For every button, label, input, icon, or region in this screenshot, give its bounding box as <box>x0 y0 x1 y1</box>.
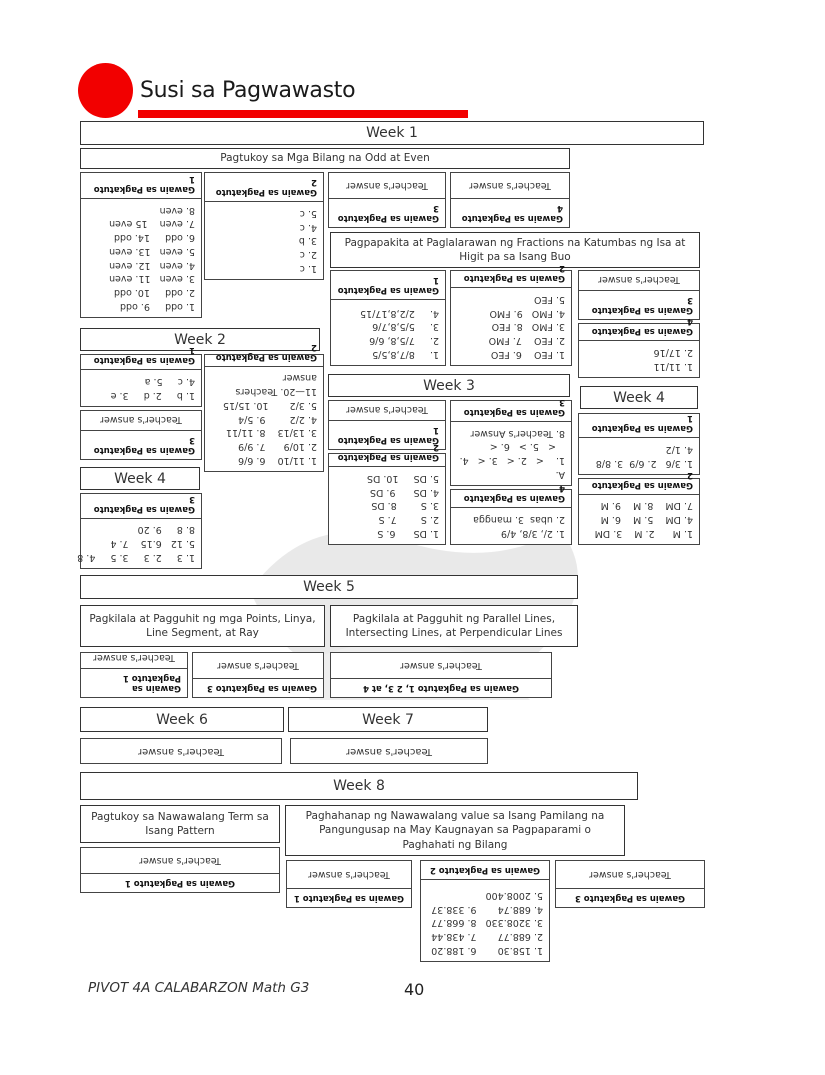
w5-g124-heading: Gawain sa Pagkatuto 1, 2 3, at 4 <box>331 678 551 697</box>
w1-g1-answers: 1. odd 9. odd 2. odd 10. odd 3. even 11. even 4. even 12. even 5. even 13. even 6. odd 14. odd 7. even 15 even 8. even <box>109 204 195 312</box>
w1-answer-box-gawain-3 <box>328 172 446 228</box>
page-title: Susi sa Pagwawasto <box>140 78 356 103</box>
w1-answer-box-fractions-gawain-1 <box>330 270 446 366</box>
w1-answer-box-gawain-2 <box>204 172 324 280</box>
week-6-header <box>80 707 284 732</box>
w3-answer-box-gawain-2 <box>328 442 446 545</box>
w3-g1-heading: Gawain sa Pagkatuto 1 <box>329 420 445 449</box>
w1b-g3-heading: Gawain sa Pagkatuto 3 <box>579 290 699 319</box>
w5-answer-box-gawain-1 <box>80 652 188 698</box>
w5-g124-answers: Teacher's answer <box>400 660 482 672</box>
w1-g3-answers: Teacher's answer <box>346 180 428 192</box>
week-8-topic-2 <box>285 805 625 856</box>
w3-g2-answers: 1. DS 6. S 2. S 7. S 3. S 8. DS 4. DS 9. DS 5. DS 10. DS <box>366 472 439 539</box>
page-number: 40 <box>404 980 425 999</box>
w5-g3-answers: Teacher's answer <box>217 660 299 672</box>
w7-answer-box <box>290 738 488 764</box>
w6-answer-box <box>80 738 282 764</box>
w5-g1-heading: Gawain sa Pagkatuto 1 <box>81 668 187 697</box>
w1-answer-box-fractions-gawain-2 <box>450 263 572 366</box>
w1-g2-heading: Gawain sa Pagkatuto 2 <box>205 173 323 202</box>
w2-g1-heading: Gawain sa Pagkatuto 1 <box>81 341 201 370</box>
w3-g3-heading: Gawain sa Pagkatuto 3 <box>451 393 571 422</box>
week-1-header <box>80 121 704 145</box>
w8-g3-heading: Gawain sa Pagkatuto 3 <box>556 888 704 907</box>
week-1-topic-2-text: Pagpapakita at Paglalarawan ng Fractions na Katumbas ng Isa at Higit pa sa Isang Buo <box>344 236 686 263</box>
w1b-g4-answers: 1. 11/11 2. 17/16 <box>653 347 693 372</box>
w8-g3-answers: Teacher's answer <box>589 869 671 881</box>
week-4-label-right: Week 4 <box>613 389 665 406</box>
w4b-g2-heading: Gawain sa Pagkatuto 2 <box>579 466 699 495</box>
w8-g2-answers: 1. 158.30 6. 188.20 2. 688.77 7. 438.44 3. 3208.330 8. 668.77 4. 688.74 9. 338.37 5. 2008.400 <box>431 889 543 956</box>
w1b-g1-heading: Gawain sa Pagkatuto 1 <box>331 271 445 300</box>
week-5-topic-1 <box>80 605 325 647</box>
w5-g3-heading: Gawain sa Pagkatuto 3 <box>193 678 323 697</box>
week-7-header <box>288 707 488 732</box>
w1b-g1-answers: 1. 8/7,8,5/5 2. 7/5,8, 6/6 3. 5/5,8,7/6 4. 2/2,8,17/15 <box>360 307 439 360</box>
w1b-g2-heading: Gawain sa Pagkatuto 2 <box>451 259 571 288</box>
w1b-g3-answers: Teacher's answer <box>598 274 680 285</box>
w3-answer-box-gawain-3 <box>450 396 572 486</box>
w7-answers: Teacher's answer <box>345 746 433 758</box>
w3-g3-answers: A. 1. < 2. < 3. < 4. < 5. > 6. < 8. Teacher's Answer <box>459 427 565 480</box>
w8-answer-box-gawain-2 <box>420 860 550 962</box>
w3-g4-heading: Gawain sa Pagkatuto 4 <box>451 479 571 508</box>
w1-answer-box-gawain-4 <box>450 172 570 228</box>
week-4-label-left: Week 4 <box>114 470 166 487</box>
w3-answer-box-gawain-4 <box>450 483 572 545</box>
w1b-g2-answers: 1. FEO 6. FEO 2. FEO 7. FMO 3. FMO 8. FEO 4. FMO 9. FMO 5. FEO <box>488 293 565 360</box>
week-5-label: Week 5 <box>303 579 355 595</box>
w1-answer-box-fractions-gawain-4 <box>578 316 700 378</box>
w8-answer-box-pattern-gawain-1 <box>80 847 280 893</box>
w2-g3-heading: Gawain sa Pagkatuto 3 <box>81 430 201 459</box>
week-5-topic-2 <box>330 605 578 647</box>
week-7-label: Week 7 <box>362 711 414 728</box>
w4-answer-box-gawain-3 <box>77 493 202 569</box>
week-5-header <box>80 575 578 599</box>
week-8-header <box>80 772 638 800</box>
w1b-g4-heading: Gawain sa Pagkatuto 4 <box>579 312 699 341</box>
w1-g1-heading: Gawain sa Pagkatuto 1 <box>81 170 201 199</box>
w4b-g1-heading: Gawain sa Pagkatuto 1 <box>579 409 699 438</box>
w8-answer-box-gawain-1 <box>286 860 412 908</box>
w1-g4-answers: Teacher's answer <box>469 180 551 192</box>
w8-g2-heading: Gawain sa Pagkatuto 2 <box>421 861 549 880</box>
title-underline-bar <box>138 110 468 118</box>
w6-answers: Teacher's answer <box>137 746 225 758</box>
week-2-label: Week 2 <box>174 331 226 348</box>
w4b-g1-answers: 1. 3/6 2. 6/9 3. 8/8 4. 1/2 <box>595 444 693 469</box>
w2-answer-box-gawain-3 <box>80 410 202 460</box>
w2-g2-answers: 1. 11/10 6. 6/6 2. 10/9 7. 9/9 3. 13/13 8. 11/11 4. 2/2 9. 5/4 5. 3/2 10. 15/15 11—20. Teachers answer <box>222 372 317 466</box>
week-3-label: Week 3 <box>423 377 475 394</box>
w8b-g1-answers: Teacher's answer <box>308 869 390 881</box>
week-6-label: Week 6 <box>156 711 208 728</box>
week-1-topic-1-text: Pagtukoy sa Mga Bilang na Odd at Even <box>220 152 430 165</box>
week-5-topic-2-text: Pagkilala at Pagguhit ng Parallel Lines, Intersecting Lines, at Perpendicular Lines <box>345 612 563 639</box>
w1-g2-answers: 1. c 2. c 3. b 4. c 5. c <box>298 207 317 274</box>
w5-answer-box-gawain-3 <box>192 652 324 698</box>
w1-answer-box-gawain-1 <box>80 172 202 318</box>
w5-g1-answers: Teacher's answer <box>93 652 175 663</box>
w1-g3-heading: Gawain sa Pagkatuto 3 <box>329 198 445 227</box>
week-1-label: Week 1 <box>366 125 418 141</box>
w4-g3-answers: 1. 3 2. 3 3. 5 4. 8 5. 12 6.15 7. 4 8. 8 9. 20 <box>77 524 195 563</box>
week-1-topic-1 <box>80 148 570 169</box>
w4b-g2-answers: 1. M 2. M 3. DM 4. DM 5. M 6. M 7. DM 8. M 9. M <box>594 500 693 539</box>
w8-answer-box-gawain-3 <box>555 860 705 908</box>
footer-title: PIVOT 4A CALABARZON Math G3 <box>88 980 310 996</box>
w2-g2-heading: Gawain sa Pagkatuto 2 <box>205 338 323 367</box>
w2-g3-answers: Teacher's answer <box>100 414 182 425</box>
w2-answer-box-gawain-1 <box>80 345 202 407</box>
week-5-topic-1-text: Pagkilala at Pagguhit ng mga Points, Linya, Line Segment, at Ray <box>89 612 316 639</box>
w4b-answer-box-gawain-2 <box>578 469 700 545</box>
header-red-circle <box>78 63 133 118</box>
week-8-topic-2-text: Paghahanap ng Nawawalang value sa Isang Pamilang na Pangungusap na May Kaugnayan sa Pagpaparami o Paghahati ng Bilang <box>305 810 605 851</box>
w2-answer-box-gawain-2 <box>204 341 324 472</box>
week-4-header-right <box>580 386 698 409</box>
w3-g2-heading: Gawain sa Pagkatuto 2 <box>329 438 445 467</box>
w8a-g1-heading: Gawain sa Pagkatuto 1 <box>81 873 279 892</box>
week-8-label: Week 8 <box>333 778 385 794</box>
w4-g3-heading: Gawain sa Pagkatuto 3 <box>81 490 201 519</box>
w8b-g1-heading: Gawain sa Pagkatuto 1 <box>287 888 411 907</box>
week-4-header-left <box>80 467 200 490</box>
week-8-topic-1-text: Pagtukoy sa Nawawalang Term sa Isang Pattern <box>91 810 269 837</box>
w2-g1-answers: 1. b 2. d 3. e 4. c 5. a <box>110 376 195 401</box>
w8a-g1-answers: Teacher's answer <box>139 855 221 867</box>
week-8-topic-1 <box>80 805 280 843</box>
w3-g4-answers: 1. 2/, 3/8, 4/9 2. ubas 3. mangga <box>472 514 565 539</box>
w5-answer-box-gawain-1-2-3-4 <box>330 652 552 698</box>
w1-g4-heading: Gawain sa Pagkatuto 4 <box>451 198 569 227</box>
w3-g1-answers: Teacher's answer <box>346 404 428 415</box>
